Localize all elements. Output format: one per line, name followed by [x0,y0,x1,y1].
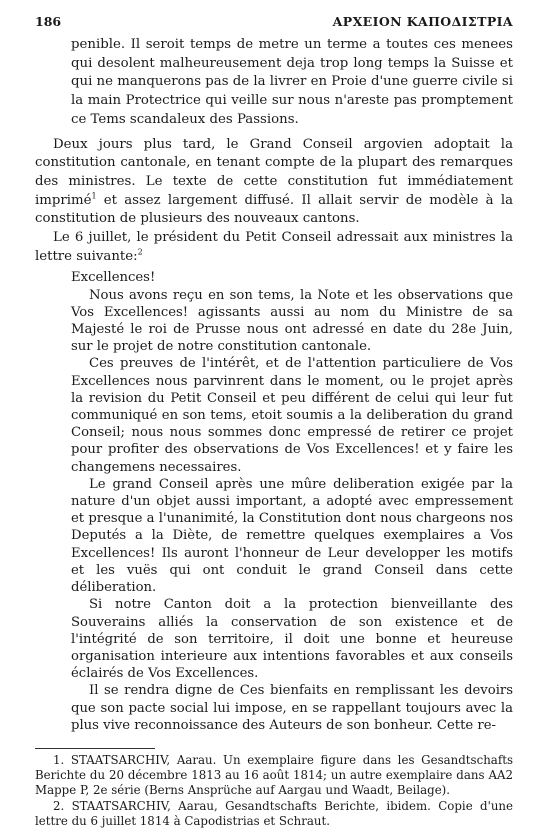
page-header [35,14,513,36]
letter-paragraph: Il se rendra digne de Ces bienfaits en remplissant les devoirs que son pacte social lui impose, en se rappellant toujours avec la plus vive reconnoissance des Auteurs de son bonheur. Cette re- [71,683,513,733]
footnote-divider [35,748,155,749]
letter-paragraph: Ces preuves de l'intérêt, et de l'attention particuliere de Vos Excellences nous parvinrent dans le moment, ou le projet après la revision du Petit Conseil et peu différent de celui qui leur fut communiqué en son tems, etoit soumis a la deliberation du grand Conseil; nous nous sommes donc empressé de retirer ce projet pour profiter des observations de Vos Excellences! et y faire les changemens necessaires. [71,356,513,475]
body-paragraph-1: Deux jours plus tard, le Grand Conseil argovien adoptait la constitution cantonale, en tenant compte de la plupart des remarques des ministres. Le texte de cette constitution fut immédiatement imprimé$^1$ et assez largement diffusé. Il allait servir de modèle à la constitution de plusieurs des nouveaux cantons. [35,136,513,227]
letter-salutation: Excellences! [71,270,156,286]
letter-paragraph: Nous avons reçu en son tems, la Note et les observations que Vos Excellences! agissants aussi au nom du Ministre de sa Majesté le roi de Prusse nous ont adressé en date du 28e Juin, sur le projet de notre constitution cantonale. [71,287,513,355]
letter-paragraph: Le grand Conseil après une mûre deliberation exigée par la nature d'un objet aussi important, a adopté avec empressement et presque a l'unanimité, la Constitution dont nous chargeons nos Deputés a la Diète, de remettre quelques exemplaires a Vos Excellences! Ils auront l'honneur de Leur developper les motifs et les vuës qui ont conduit le grand Conseil dans cette déliberation. [71,476,513,596]
page-number: 186 [35,14,62,29]
body-paragraph-2: Le 6 juillet, le président du Petit Conseil adressait aux ministres la lettre suivante:$^2$ [35,230,513,264]
running-title: ΑΡΧΕΙΟΝ ΚΑΠΟΔΙΣΤΡΙΑ [332,14,513,29]
footnote-1: 1. STAATSARCHIV, Aarau. Un exemplaire figure dans les Gesandtschafts Berichte du 20 décembre 1813 au 16 août 1814; un autre exemplaire dans AA2 Mappe P, 2e série (Berns Ansprüche auf Aargau und Waadt, Beilage). [35,752,513,798]
opening-quote: penible. Il seroit temps de metre un terme a toutes ces menees qui desolent malheureusement deja trop long temps la Suisse et qui ne manquerons pas de la livrer en Proie d'une guerre civile si la main Protectrice qui veille sur nous n'areste pas promptement ce Tems scandaleux des Passions. [71,37,513,127]
letter-paragraph: Si notre Canton doit a la protection bienveillante des Souverains alliés la conservation de son existence et de l'intégrité de son territoire, il doit une bonne et heureuse organisation interieure aux intentions favorables et aux conseils éclairés de Vos Excellences. [71,597,513,682]
footnote-2: 2. STAATSARCHIV, Aarau, Gesandtschafts Berichte, ibidem. Copie d'une lettre du 6 juillet 1814 à Capodistrias et Schraut. [35,798,513,828]
footnote-ref-2: 2 [137,247,143,257]
footnote-ref-1: 1 [91,191,97,201]
